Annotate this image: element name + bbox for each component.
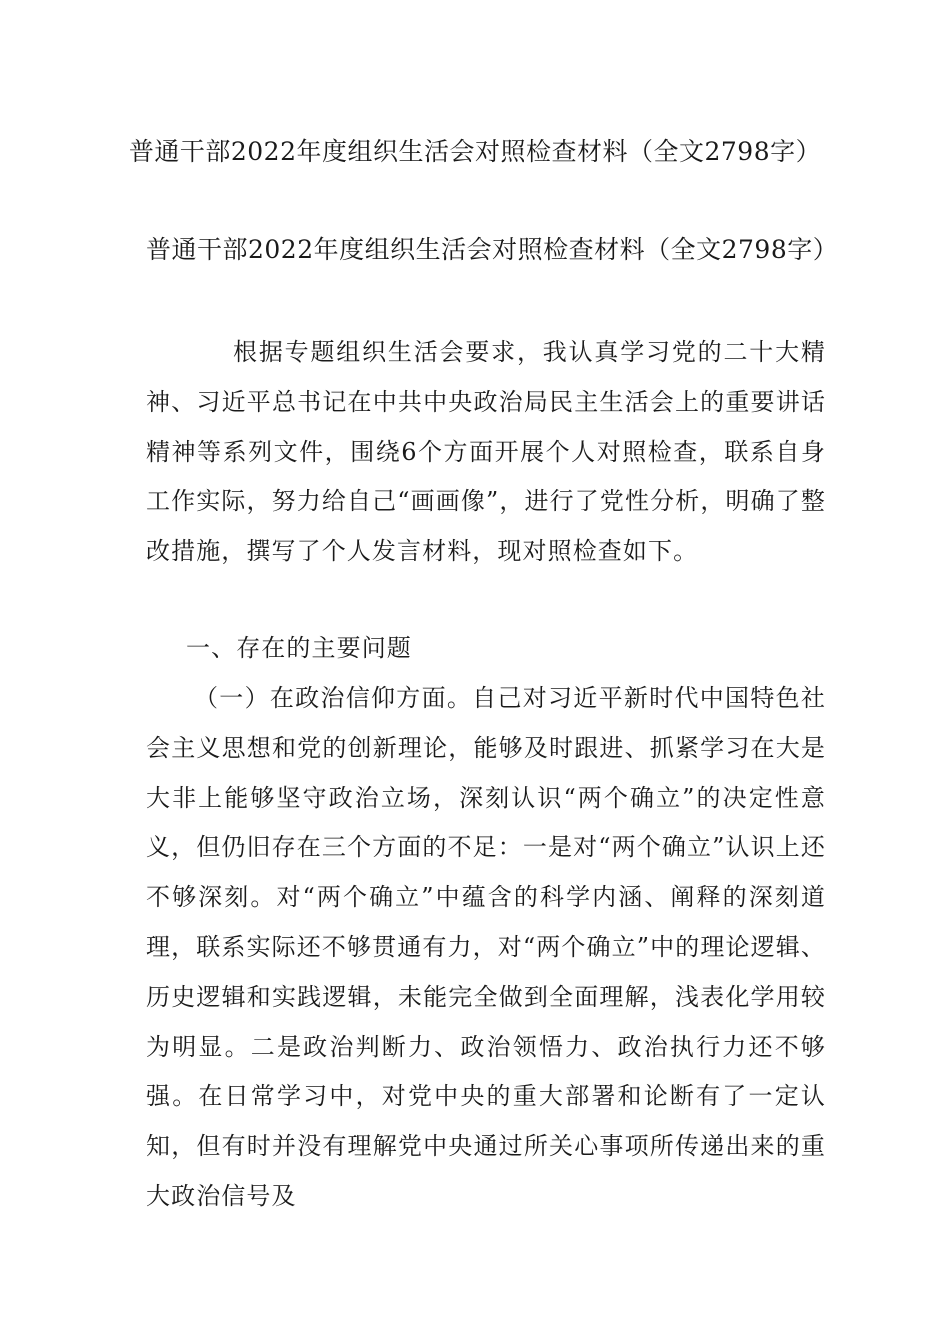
section-heading: 一、存在的主要问题 (186, 634, 412, 662)
section-one-paragraph: （一）在政治信仰方面。自己对习近平新时代中国特色社会主义思想和党的创新理论，能够及时跟进、抓紧学习在大是大非上能够坚守政治立场，深刻认识“两个确立”的决定性意义，但仍旧存在三个方面的不足：一是对“两个确立”认识上还不够深刻。对“两个确立”中蕴含的科学内涵、阐释的深刻道理，联系实际还不够贯通有力，对“两个确立”中的理论逻辑、历史逻辑和实践逻辑，未能完全做到全面理解，浅表化学用较为明显。二是政治判断力、政治领悟力、政治执行力还不够强。在日常学习中，对党中央的重大部署和论断有了一定认知，但有时并没有理解党中央通过所关心事项所传递出来的重大政治信号及 (146, 684, 826, 1210)
intro-paragraph: 根据专题组织生活会要求，我认真学习党的二十大精神、习近平总书记在中共中央政治局民主生活会上的重要讲话精神等系列文件，围绕6个方面开展个人对照检查，联系自身工作实际，努力给自己“画画像”，进行了党性分析，明确了整改措施，撰写了个人发言材料，现对照检查如下。 (146, 338, 826, 566)
document-subtitle: 普通干部2022年度组织生活会对照检查材料（全文2798字） (146, 235, 839, 264)
document-title: 普通干部2022年度组织生活会对照检查材料（全文2798字） (128, 137, 822, 166)
